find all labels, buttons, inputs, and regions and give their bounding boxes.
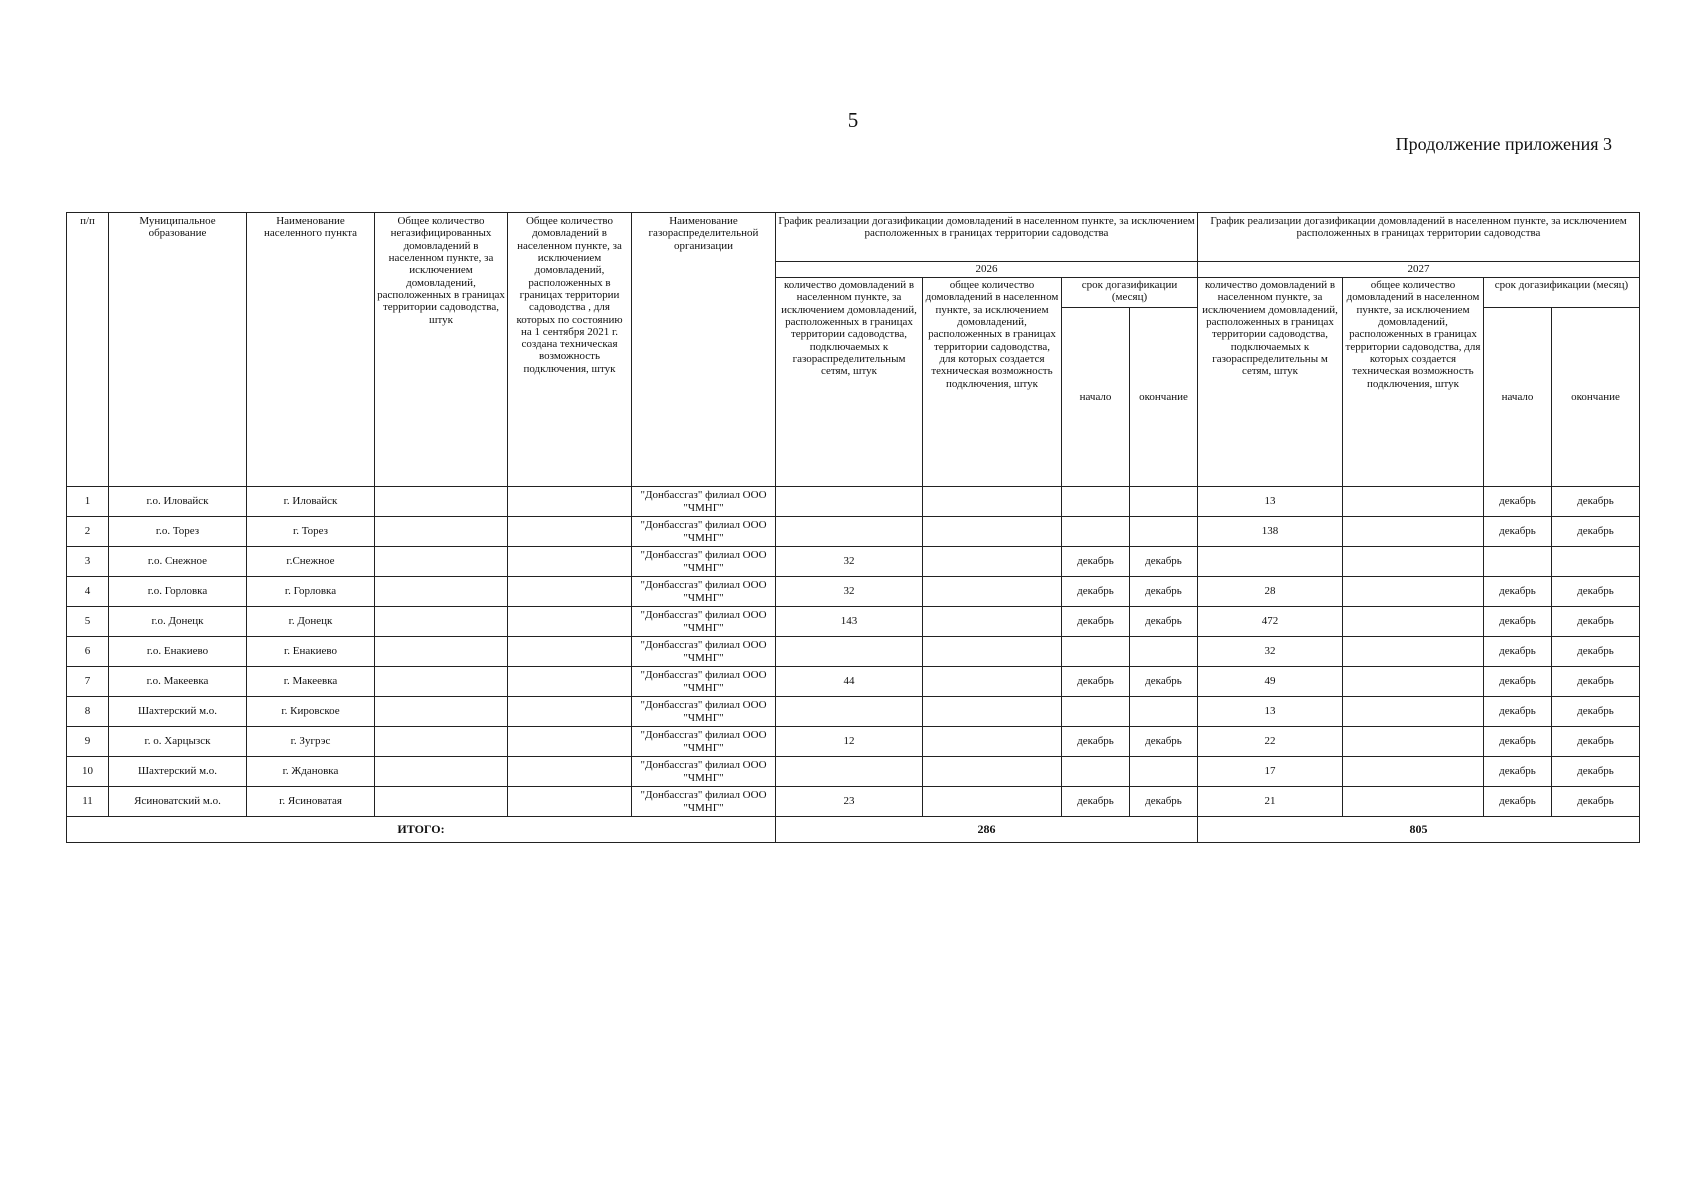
header-end-2026: окончание: [1130, 308, 1198, 487]
header-end-2027: окончание: [1552, 308, 1640, 487]
start-2026-cell: [1062, 757, 1130, 787]
gas-org-cell: "Донбассгаз" филиал ООО "ЧМНГ": [632, 667, 776, 697]
tech-2027-cell: [1343, 667, 1484, 697]
end-2026-cell: [1130, 697, 1198, 727]
settlement-cell: г. Иловайск: [247, 487, 375, 517]
municipality-cell: г.о. Горловка: [109, 577, 247, 607]
tech-2027-cell: [1343, 577, 1484, 607]
tech-2027-cell: [1343, 517, 1484, 547]
total-tech-cell: [508, 517, 632, 547]
end-2026-cell: [1130, 517, 1198, 547]
start-2026-cell: [1062, 517, 1130, 547]
total-tech-cell: [508, 697, 632, 727]
settlement-cell: г. Кировское: [247, 697, 375, 727]
header-municipality: Муниципальное образование: [109, 213, 247, 487]
total-tech-cell: [508, 487, 632, 517]
tech-2027-cell: [1343, 697, 1484, 727]
settlement-cell: г. Макеевка: [247, 667, 375, 697]
gas-org-cell: "Донбассгаз" филиал ООО "ЧМНГ": [632, 517, 776, 547]
end-2026-cell: декабрь: [1130, 667, 1198, 697]
end-2027-cell: декабрь: [1552, 787, 1640, 817]
table-row: [67, 517, 1640, 547]
start-2026-cell: декабрь: [1062, 787, 1130, 817]
table-row: [67, 697, 1640, 727]
end-2027-cell: [1552, 547, 1640, 577]
gas-org-cell: "Донбассгаз" филиал ООО "ЧМНГ": [632, 607, 776, 637]
table-row: [67, 787, 1640, 817]
count-2027-cell: [1198, 547, 1343, 577]
count-2027-cell: 17: [1198, 757, 1343, 787]
table-row: [67, 487, 1640, 517]
start-2027-cell: декабрь: [1484, 517, 1552, 547]
not-gasified-cell: [375, 607, 508, 637]
header-gas-org: Наименование газораспределительной организации: [632, 213, 776, 487]
row-number: 5: [67, 607, 109, 637]
start-2027-cell: декабрь: [1484, 607, 1552, 637]
total-row: [67, 817, 1640, 843]
header-year-2026: 2026: [776, 262, 1198, 278]
start-2027-cell: декабрь: [1484, 667, 1552, 697]
count-2027-cell: 13: [1198, 697, 1343, 727]
municipality-cell: г.о. Торез: [109, 517, 247, 547]
tech-2026-cell: [923, 787, 1062, 817]
not-gasified-cell: [375, 487, 508, 517]
municipality-cell: г.о. Макеевка: [109, 667, 247, 697]
municipality-cell: г.о. Иловайск: [109, 487, 247, 517]
total-tech-cell: [508, 607, 632, 637]
end-2027-cell: декабрь: [1552, 637, 1640, 667]
end-2026-cell: декабрь: [1130, 607, 1198, 637]
end-2026-cell: декабрь: [1130, 727, 1198, 757]
tech-2026-cell: [923, 517, 1062, 547]
count-2027-cell: 28: [1198, 577, 1343, 607]
end-2026-cell: декабрь: [1130, 787, 1198, 817]
gas-org-cell: "Донбассгаз" филиал ООО "ЧМНГ": [632, 697, 776, 727]
municipality-cell: г.о. Енакиево: [109, 637, 247, 667]
start-2026-cell: [1062, 697, 1130, 727]
end-2027-cell: декабрь: [1552, 487, 1640, 517]
row-number: 9: [67, 727, 109, 757]
start-2026-cell: декабрь: [1062, 607, 1130, 637]
total-tech-cell: [508, 547, 632, 577]
end-2026-cell: [1130, 637, 1198, 667]
start-2026-cell: декабрь: [1062, 577, 1130, 607]
count-2027-cell: 49: [1198, 667, 1343, 697]
not-gasified-cell: [375, 757, 508, 787]
start-2027-cell: декабрь: [1484, 697, 1552, 727]
tech-2026-cell: [923, 577, 1062, 607]
tech-2026-cell: [923, 487, 1062, 517]
gas-org-cell: "Донбассгаз" филиал ООО "ЧМНГ": [632, 757, 776, 787]
header-total-tech: Общее количество домовладений в населенном пункте, за исключением домовладений, расположенных в границах территории садоводства , для которых по состоянию на 1 сентября 2021 г. создана техническая возможность подключения, штук: [508, 213, 632, 487]
header-term-2026: срок догазификации (месяц): [1062, 278, 1198, 308]
total-tech-cell: [508, 667, 632, 697]
appendix-continuation-label: Продолжение приложения 3: [1395, 134, 1612, 154]
start-2027-cell: декабрь: [1484, 727, 1552, 757]
total-2026: 286: [776, 817, 1198, 843]
end-2026-cell: декабрь: [1130, 577, 1198, 607]
header-year-2027: 2027: [1198, 262, 1640, 278]
header-schedule-2026: График реализации догазификации домовладений в населенном пункте, за исключением расположенных в границах территории садоводства: [776, 213, 1198, 262]
end-2027-cell: декабрь: [1552, 517, 1640, 547]
gas-org-cell: "Донбассгаз" филиал ООО "ЧМНГ": [632, 787, 776, 817]
gas-org-cell: "Донбассгаз" филиал ООО "ЧМНГ": [632, 727, 776, 757]
total-tech-cell: [508, 577, 632, 607]
header-term-2027: срок догазификации (месяц): [1484, 278, 1640, 308]
start-2026-cell: декабрь: [1062, 547, 1130, 577]
end-2027-cell: декабрь: [1552, 607, 1640, 637]
not-gasified-cell: [375, 727, 508, 757]
not-gasified-cell: [375, 667, 508, 697]
end-2026-cell: декабрь: [1130, 547, 1198, 577]
table-row: [67, 637, 1640, 667]
tech-2026-cell: [923, 757, 1062, 787]
header-count-tech-2026: общее количество домовладений в населенном пункте, за исключением домовладений, расположенных в границах территории садоводства, для которых создается техническая возможность подключения, штук: [923, 278, 1062, 487]
municipality-cell: Шахтерский м.о.: [109, 697, 247, 727]
count-2026-cell: [776, 757, 923, 787]
table-row: [67, 607, 1640, 637]
settlement-cell: г. Торез: [247, 517, 375, 547]
settlement-cell: г. Енакиево: [247, 637, 375, 667]
row-number: 4: [67, 577, 109, 607]
start-2027-cell: декабрь: [1484, 487, 1552, 517]
gasification-schedule-table: [66, 212, 1640, 843]
row-number: 7: [67, 667, 109, 697]
not-gasified-cell: [375, 697, 508, 727]
gas-org-cell: "Донбассгаз" филиал ООО "ЧМНГ": [632, 547, 776, 577]
not-gasified-cell: [375, 637, 508, 667]
count-2026-cell: [776, 487, 923, 517]
total-tech-cell: [508, 757, 632, 787]
count-2026-cell: [776, 637, 923, 667]
start-2027-cell: декабрь: [1484, 787, 1552, 817]
count-2026-cell: 32: [776, 547, 923, 577]
count-2027-cell: 138: [1198, 517, 1343, 547]
start-2026-cell: декабрь: [1062, 727, 1130, 757]
municipality-cell: г. о. Харцызск: [109, 727, 247, 757]
gas-org-cell: "Донбассгаз" филиал ООО "ЧМНГ": [632, 487, 776, 517]
gas-org-cell: "Донбассгаз" филиал ООО "ЧМНГ": [632, 637, 776, 667]
not-gasified-cell: [375, 547, 508, 577]
row-number: 2: [67, 517, 109, 547]
total-2027: 805: [1198, 817, 1640, 843]
tech-2026-cell: [923, 547, 1062, 577]
header-settlement: Наименование населенного пункта: [247, 213, 375, 487]
start-2027-cell: декабрь: [1484, 577, 1552, 607]
settlement-cell: г. Ясиноватая: [247, 787, 375, 817]
row-number: 8: [67, 697, 109, 727]
row-number: 1: [67, 487, 109, 517]
tech-2026-cell: [923, 727, 1062, 757]
start-2027-cell: декабрь: [1484, 757, 1552, 787]
end-2027-cell: декабрь: [1552, 667, 1640, 697]
header-start-2026: начало: [1062, 308, 1130, 487]
tech-2027-cell: [1343, 547, 1484, 577]
header-count-connected-2026: количество домовладений в населенном пункте, за исключением домовладений, расположенных в границах территории садоводства, подключаемых к газораспределительным сетям, штук: [776, 278, 923, 487]
end-2027-cell: декабрь: [1552, 577, 1640, 607]
start-2026-cell: декабрь: [1062, 667, 1130, 697]
row-number: 6: [67, 637, 109, 667]
gas-org-cell: "Донбассгаз" филиал ООО "ЧМНГ": [632, 577, 776, 607]
settlement-cell: г. Зугрэс: [247, 727, 375, 757]
tech-2027-cell: [1343, 787, 1484, 817]
start-2027-cell: [1484, 547, 1552, 577]
total-tech-cell: [508, 637, 632, 667]
header-count-connected-2027: количество домовладений в населенном пункте, за исключением домовладений, расположенных в границах территории садоводства, подключаемых к газораспределительны м сетям, штук: [1198, 278, 1343, 487]
municipality-cell: г.о. Донецк: [109, 607, 247, 637]
start-2026-cell: [1062, 637, 1130, 667]
row-number: 10: [67, 757, 109, 787]
count-2026-cell: 23: [776, 787, 923, 817]
end-2027-cell: декабрь: [1552, 697, 1640, 727]
table-row: [67, 667, 1640, 697]
end-2027-cell: декабрь: [1552, 757, 1640, 787]
settlement-cell: г. Донецк: [247, 607, 375, 637]
settlement-cell: г. Горловка: [247, 577, 375, 607]
count-2026-cell: 12: [776, 727, 923, 757]
settlement-cell: г.Снежное: [247, 547, 375, 577]
table-row: [67, 547, 1640, 577]
count-2026-cell: [776, 697, 923, 727]
count-2027-cell: 13: [1198, 487, 1343, 517]
tech-2026-cell: [923, 697, 1062, 727]
not-gasified-cell: [375, 787, 508, 817]
start-2026-cell: [1062, 487, 1130, 517]
total-tech-cell: [508, 787, 632, 817]
tech-2026-cell: [923, 667, 1062, 697]
total-tech-cell: [508, 727, 632, 757]
start-2027-cell: декабрь: [1484, 637, 1552, 667]
count-2026-cell: 143: [776, 607, 923, 637]
count-2026-cell: 44: [776, 667, 923, 697]
header-not-gasified: Общее количество негазифицированных домовладений в населенном пункте, за исключением домовладений, расположенных в границах территории садоводства, штук: [375, 213, 508, 487]
count-2027-cell: 32: [1198, 637, 1343, 667]
tech-2027-cell: [1343, 487, 1484, 517]
end-2026-cell: [1130, 757, 1198, 787]
municipality-cell: г.о. Снежное: [109, 547, 247, 577]
header-count-tech-2027: общее количество домовладений в населенном пункте, за исключением домовладений, расположенных в границах территории садоводства, для которых создается техническая возможность подключения, штук: [1343, 278, 1484, 487]
tech-2027-cell: [1343, 607, 1484, 637]
header-schedule-2027: График реализации догазификации домовладений в населенном пункте, за исключением расположенных в границах территории садоводства: [1198, 213, 1640, 262]
municipality-cell: Шахтерский м.о.: [109, 757, 247, 787]
count-2027-cell: 22: [1198, 727, 1343, 757]
row-number: 11: [67, 787, 109, 817]
tech-2027-cell: [1343, 727, 1484, 757]
municipality-cell: Ясиноватский м.о.: [109, 787, 247, 817]
tech-2026-cell: [923, 637, 1062, 667]
settlement-cell: г. Ждановка: [247, 757, 375, 787]
header-num: п/п: [67, 213, 109, 487]
table-row: [67, 727, 1640, 757]
row-number: 3: [67, 547, 109, 577]
total-label: ИТОГО:: [67, 817, 776, 843]
header-start-2027: начало: [1484, 308, 1552, 487]
end-2027-cell: декабрь: [1552, 727, 1640, 757]
not-gasified-cell: [375, 517, 508, 547]
page-number: 5: [847, 108, 859, 132]
end-2026-cell: [1130, 487, 1198, 517]
count-2026-cell: [776, 517, 923, 547]
not-gasified-cell: [375, 577, 508, 607]
count-2026-cell: 32: [776, 577, 923, 607]
tech-2027-cell: [1343, 637, 1484, 667]
tech-2026-cell: [923, 607, 1062, 637]
table-row: [67, 757, 1640, 787]
tech-2027-cell: [1343, 757, 1484, 787]
count-2027-cell: 21: [1198, 787, 1343, 817]
table-row: [67, 577, 1640, 607]
count-2027-cell: 472: [1198, 607, 1343, 637]
